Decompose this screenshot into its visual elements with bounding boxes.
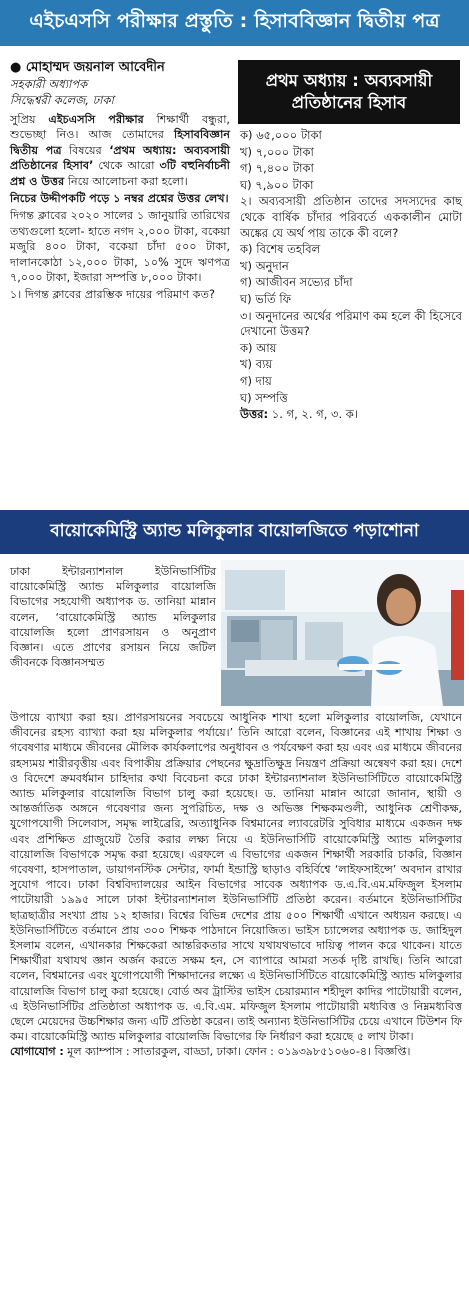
intro-text: থেকে আরো xyxy=(93,159,160,173)
chapter-title-line-2: প্রতিষ্ঠানের হিসাব xyxy=(291,93,407,112)
article-title: বায়োকেমিস্ট্রি অ্যান্ড মলিকুলার বায়োলজিতে পড়াশোনা xyxy=(50,521,419,541)
contact-label: যোগাযোগ : xyxy=(10,1045,64,1059)
q1-option-c: গ) ৭,৪০০ টাকা xyxy=(240,161,314,176)
author-designation: সহকারী অধ্যাপক xyxy=(10,77,88,91)
q1-option-d: ঘ) ৭,৯০০ টাকা xyxy=(240,177,314,192)
question-2: ২। অব্যবসায়ী প্রতিষ্ঠান তাদের সদস্যদের কাছ থেকে বার্ষিক চাঁদার পরিবর্তে এককালীন মোটা অঙ্কের যে অর্থ পায় তাকে কী বলে? xyxy=(240,194,462,240)
question-3: ৩। অনুদানের অর্থের পরিমাণ কম হলে কী হিসেবে দেখানো উত্তম? xyxy=(240,308,462,339)
q2-option-d: ঘ) ভর্তি ফি xyxy=(240,291,292,306)
intro-paragraph xyxy=(10,112,230,189)
chapter-title-box xyxy=(238,60,460,124)
article-lead: ঢাকা ইন্টারন্যাশনাল ইউনিভার্সিটির বায়োকেমিস্ট্রি অ্যান্ড মলিকুলার বায়োলজি বিভাগের সহযোগী অধ্যাপক ড. তানিয়া মান্নান বলেন, ‘বায়োকেমিস্ট্রি অ্যান্ড মলিকুলার বায়োলজি হলো প্রাণরসায়ন ও অনুপ্রাণ বিজ্ঞান। এতে প্রাণের রসায়ন নিয়ে জটিল জীবনকে বিজ্ঞানসম্মত xyxy=(10,565,216,670)
stimulus-text: দিগন্ত ক্লাবের ২০২০ সালের ১ জানুয়ারি তারিখের তথ্যগুলো হলো- হাতে নগদ ২,০০০ টাকা, বকেয়া মজুরি ৪০০ টাকা, বকেয়া চাঁদা ৫০০ টাকা, দালানকোঠা ১২,০০০ টাকা, ১০% সুদে ঋণপত্র ৭,০০০ টাকা, ইজারা সম্পত্তি ৮,০০০ টাকা। xyxy=(10,209,230,285)
page-header-title: এইচএসসি পরীক্ষার প্রস্তুতি : হিসাববিজ্ঞান দ্বিতীয় পত্র xyxy=(29,10,440,32)
author-name: ● মোহাম্মদ জয়নাল আবেদীন xyxy=(10,60,165,75)
answer-label: উত্তর: xyxy=(240,407,269,422)
q3-option-a: ক) আয় xyxy=(240,340,277,355)
intro-text: নিয়ে আলোচনা করা হলো। xyxy=(64,174,188,188)
q1-option-b: খ) ৭,০০০ টাকা xyxy=(240,144,314,159)
intro-bold-mcq: ৩টি বহুনির্বাচনী প্রশ্ন ও উত্তর xyxy=(10,159,231,188)
q2-option-a: ক) বিশেষ তহবিল xyxy=(240,242,321,257)
article-body xyxy=(10,710,462,1060)
intro-text: সুপ্রিয় xyxy=(10,113,49,126)
article-body-text: উপায়ে ব্যাখ্যা করা হয়। প্রাণরসায়নের সবচেয়ে আধুনিক শাখা হলো মলিকুলার বায়োলজি, যেখানে জীবনের রহস্য ব্যাখ্যা করা হয় মলিকুলার পর্যায়ে।’ তিনি আরো বলেন, বিজ্ঞানের এই শাখায় শিক্ষা ও গবেষণার মাধ্যমে জীবনের মৌলিক কার্যকলাপের অনুধাবন ও পর্যবেক্ষণ করা হয় এবং এর মাধ্যমে জীবনের রহস্যময় শারীরবৃত্তীয় এবং বিপাকীয় প্রক্রিয়ার পেছনের ক্ষুদ্রাতিক্ষুদ্র নিয়ন্ত্রণ প্রক্রিয়া অন্বেষণ করা হয়। দেশে ও বিদেশে ক্রমবর্ধমান চাহিদার কথা বিবেচনা করে ঢাকা ইন্টারন্যাশনাল ইউনিভার্সিটিতে বায়োকেমিস্ট্রি অ্যান্ড মলিকুলার বায়োলজি বিভাগ চালু করা হয়েছে। ড. তানিয়া মান্নান আরো জানান, স্থায়ী ও আন্তর্জাতিক অঙ্গনে গবেষণার জন্য সুপরিচিত, দক্ষ ও অভিজ্ঞ শিক্ষকমণ্ডলী, আধুনিক শ্রেণীকক্ষ, যুগোপযোগী সিলেবাস, সমৃদ্ধ লাইব্রেরি, অত্যাধুনিক বিশ্বমানের ল্যাবরেটরি সুবিধার মাধ্যমে একজন দক্ষ এবং প্রশিক্ষিত গ্রাজুয়েট তৈরি করার লক্ষ্য নিয়ে এ ইউনিভার্সিটি বায়োকেমিস্ট্রি অ্যান্ড মলিকুলার বায়োলজি বিভাগকে সমৃদ্ধ করা হয়েছে। এরফলে এ বিভাগের একজন শিক্ষার্থী সরকারি চাকরি, বিজ্ঞান গবেষণা, হাসপাতাল, ডায়াগনস্টিক সেন্টার, ফার্মা ইন্ডাস্ট্রি ছাড়াও বহির্বিশ্বে ‘লাইফসাইন্সে’ অবদান রাখার সুযোগ পাবে। ঢাকা বিশ্ববিদ্যালয়ের আইন বিভাগের সাবেক অধ্যাপক ড.এ.বি.এম.মফিজুল ইসলাম পাটোয়ারী ১৯৯৫ সালে ঢাকা ইন্টারন্যাশনাল ইউনিভার্সিটি প্রতিষ্ঠা করেন। বর্তমানে ইউনিভার্সিটির ছাত্রছাত্রীর সংখ্যা প্রায় ১২ হাজার। বিশ্বের বিভিন্ন দেশের প্রায় ৫০০ শিক্ষার্থী এখানে অধ্যয়ন করছে। এ ইউনিভার্সিটিতে বর্তমানে প্রায় ৩০০ শিক্ষক পাঠদানে নিয়োজিত। ভাইস চ্যান্সেলর অধ্যাপক ড. জাহিদুল ইসলাম বলেন, এখানকার শিক্ষকেরা আন্তরিকতার সাথে যথাযথভাবে দায়িত্ব পালন করে থাকেন। যাতে শিক্ষার্থীরা যথাযথ জ্ঞান অর্জন করতে সক্ষম হন, সে ব্যাপারে আমরা সতর্ক দৃষ্টি রাখছি। তিনি আরো বলেন, বিশ্বমানের এবং যুগোপযোগী শিক্ষাদানের লক্ষ্যে এ ইউনিভার্সিটিতে বায়োকেমিস্ট্রি অ্যান্ড মলিকুলার বায়োলজি বিভাগ চালু করা হয়েছে। বোর্ড অব ট্রাস্টির ভাইস চেয়ারম্যান শহীদুল কাদির পাটোয়ারী বলেন, এ ইউনিভার্সিটির প্রতিষ্ঠাতা অধ্যাপক ড. এ.বি.এম. মফিজুল ইসলাম পাটোয়ারী মধ্যবিত্ত ও নিম্নমধ্যবিত্ত ছেলে মেয়েদের উচ্চশিক্ষার জন্য এটি প্রতিষ্ঠা করেন। তাই অন্যান্য ইউনিভার্সিটির চেয়ে এখানে টিউশন ফি কম। বায়োকেমিস্ট্রি অ্যান্ড মলিকুলার বায়োলজি বিভাগের ফি নির্ধারণ করা হয়েছে ৫ লাখ টাকা। xyxy=(10,711,462,1044)
instruction-text: নিচের উদ্দীপকটি পড়ে ১ নম্বর প্রশ্নের উত্তর লেখ। xyxy=(10,192,229,206)
lab-researcher-photo xyxy=(221,560,464,706)
contact-text: মূল ক্যাম্পাস : সাতারকুল, বাড্ডা, ঢাকা। ফোন : ০১৯৩৯৮৫১০৬০-৪। বিজ্ঞপ্তি। xyxy=(63,1045,411,1059)
q3-option-c: গ) দায় xyxy=(240,373,272,388)
intro-bold-chapter: ‘প্রথম অধ্যায়: অব্যবসায়ী প্রতিষ্ঠানের হিসাব’ xyxy=(10,143,231,173)
intro-column xyxy=(10,112,230,305)
chapter-title-line-1: প্রথম অধ্যায় : অব্যবসায়ী xyxy=(265,71,433,90)
intro-text: শিক্ষার্থী বন্ধুরা, শুভেচ্ছা নিও। আজ তোমাদের xyxy=(10,113,230,142)
question-1: ১। দিগন্ত ক্লাবের প্রারম্ভিক দায়ের পরিমাণ কত? xyxy=(10,288,215,302)
intro-bold-exam: এইচএসসি পরীক্ষার xyxy=(48,113,144,126)
q2-option-b: খ) অনুদান xyxy=(240,258,289,273)
article-title-banner xyxy=(0,510,469,554)
author-college: সিদ্ধেশ্বরী কলেজ, ঢাকা xyxy=(10,93,114,107)
q3-option-b: খ) ব্যয় xyxy=(240,357,273,372)
q2-option-c: গ) আজীবন সভ্যের চাঁদা xyxy=(240,275,353,290)
q1-option-a: ক) ৬৫,০০০ টাকা xyxy=(240,128,322,142)
answer-line xyxy=(240,407,462,423)
lab-researcher-illustration xyxy=(221,560,464,706)
answer-text: ১. গ, ২. গ, ৩. ক। xyxy=(268,407,358,422)
contact-line xyxy=(10,1044,462,1059)
author-block xyxy=(10,60,230,108)
q3-option-d: ঘ) সম্পত্তি xyxy=(240,390,288,405)
questions-column xyxy=(240,128,462,424)
page-header-banner xyxy=(0,0,469,46)
intro-text: বিষয়ের xyxy=(61,143,110,157)
intro-bold-subject: হিসাববিজ্ঞান দ্বিতীয় পত্র xyxy=(10,128,230,157)
